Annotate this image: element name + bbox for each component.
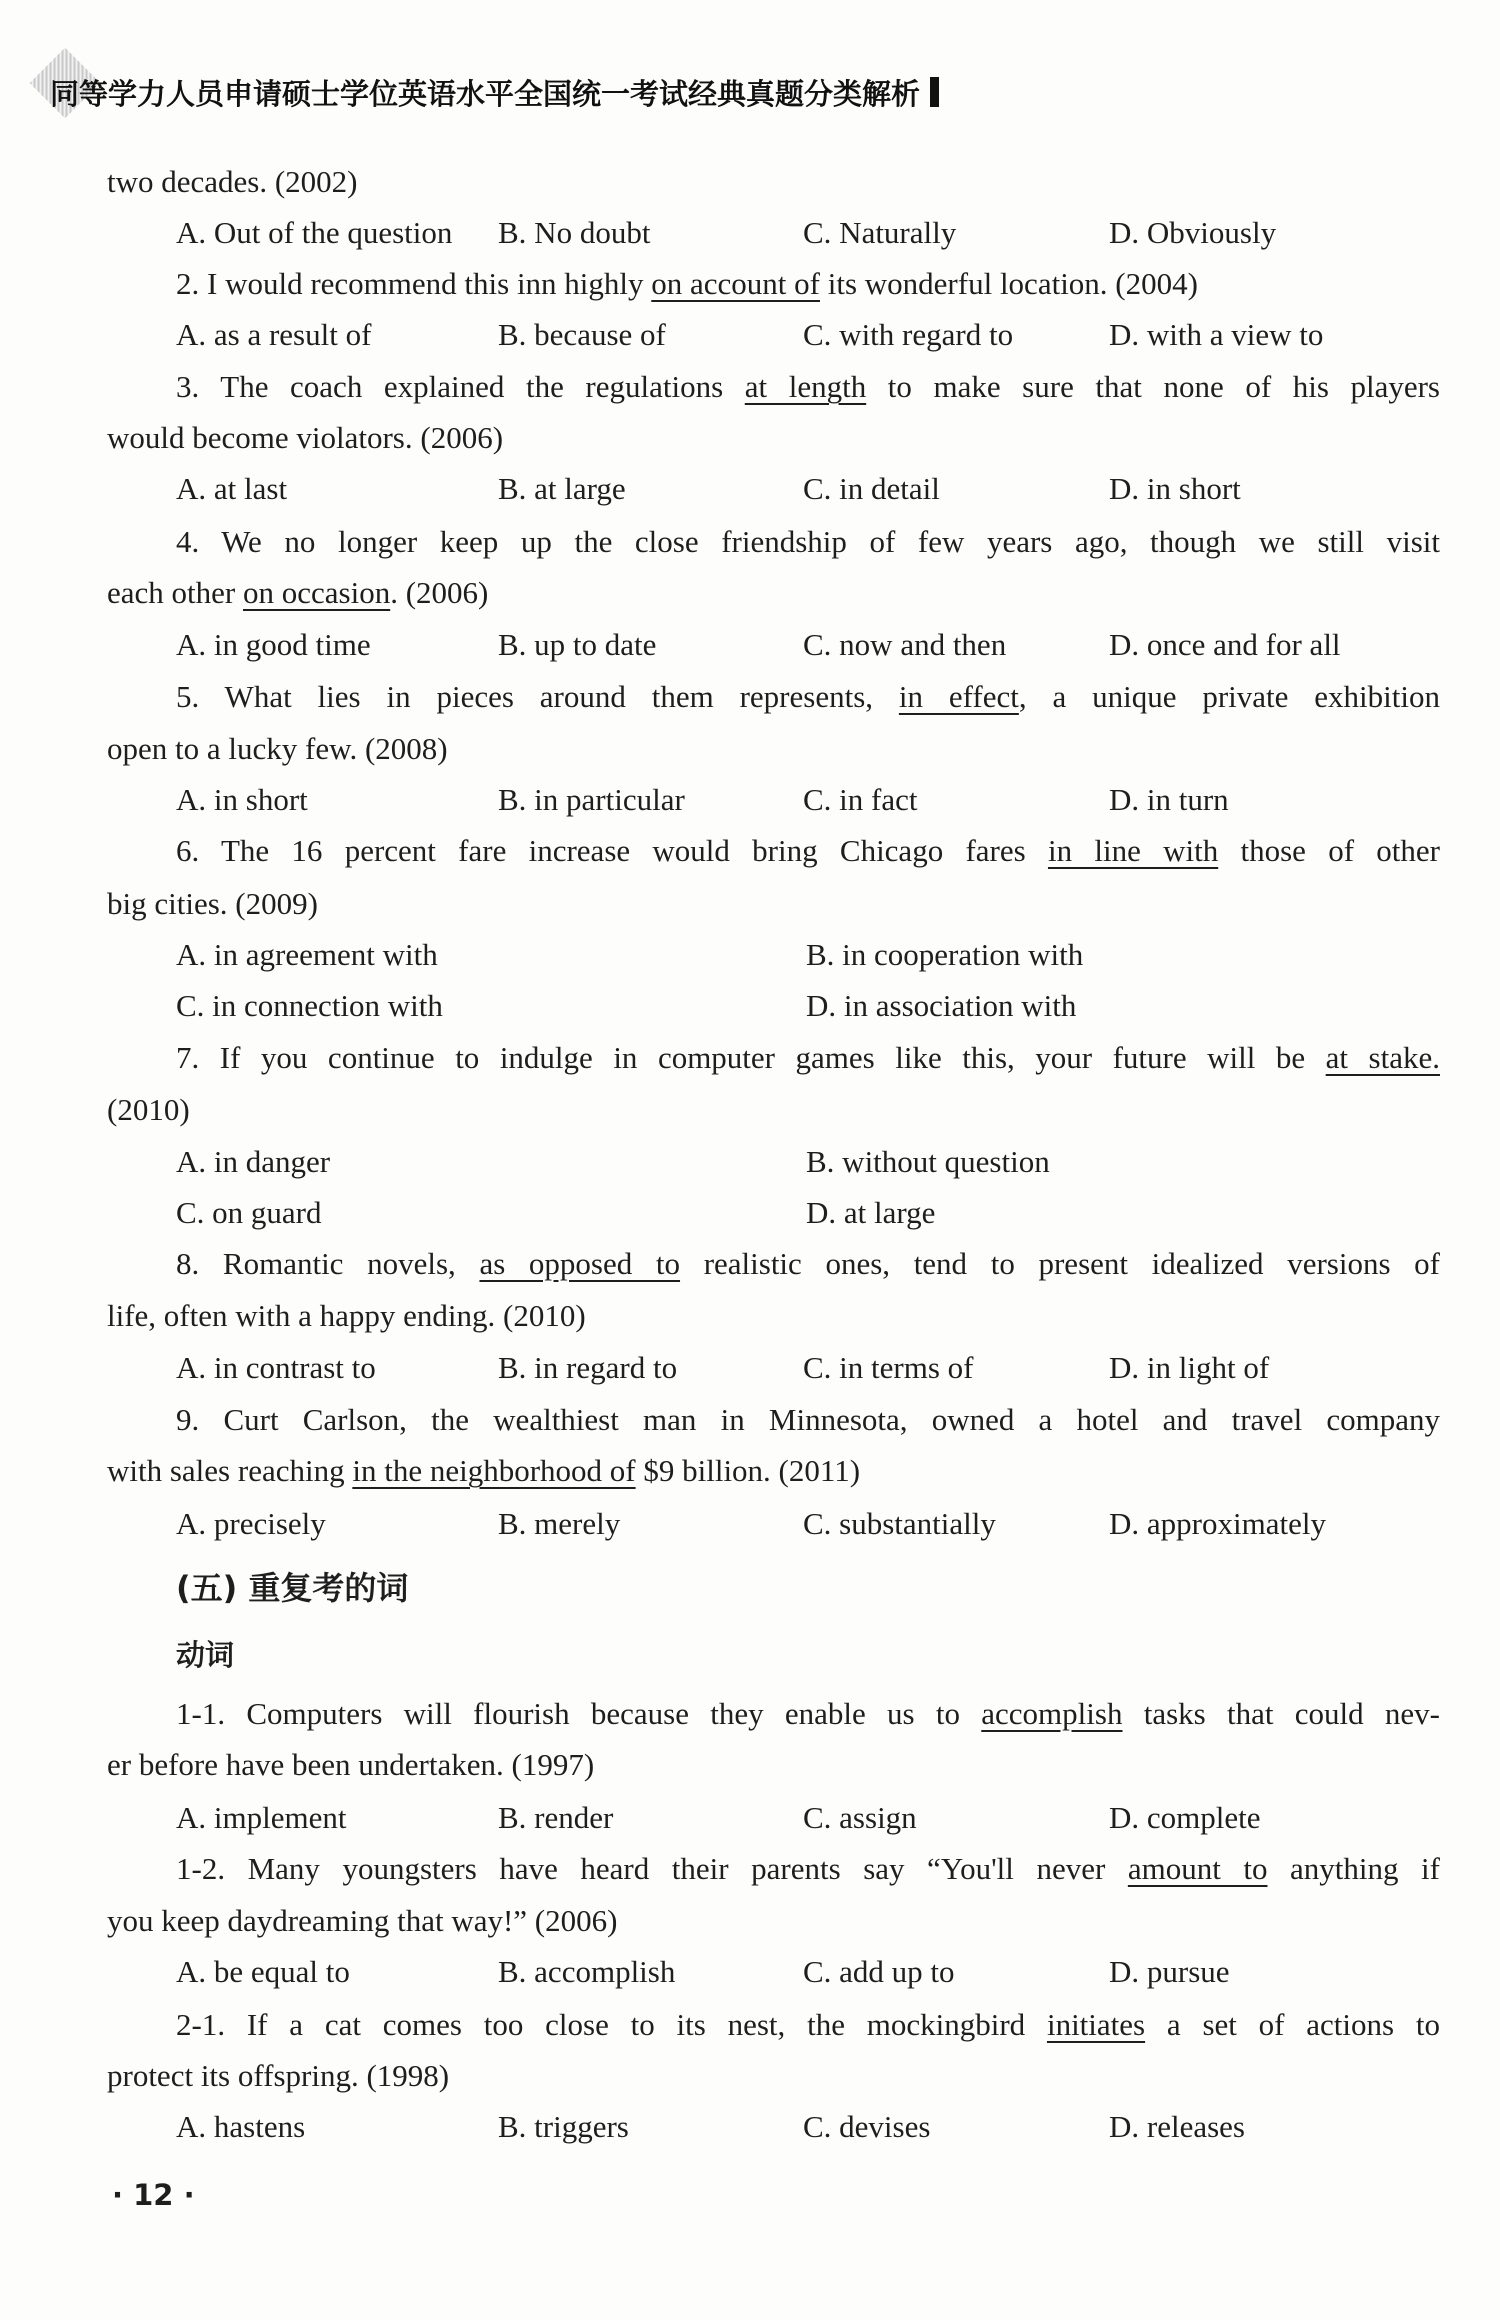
text-segment: big cities. (2009) — [107, 886, 318, 921]
underlined-phrase: at length — [744, 369, 867, 404]
text-segment: tasks that could nev- — [1122, 1696, 1440, 1731]
answer-option: D. in light of — [1109, 1350, 1270, 1385]
answer-option: B. without question — [806, 1144, 1050, 1179]
answer-option: C. on guard — [176, 1195, 322, 1230]
answer-option: D. in association with — [806, 988, 1077, 1023]
answer-option: D. pursue — [1109, 1954, 1230, 1989]
text-segment: 4. We no longer keep up the close friendship of few years ago, though we still visit — [176, 524, 1440, 559]
text-segment: (2010) — [107, 1092, 190, 1127]
answer-option: A. as a result of — [176, 317, 372, 352]
text-segment: 7. If you continue to indulge in computer games like this, your future will be — [176, 1040, 1326, 1075]
text-segment: its wonderful location. (2004) — [820, 266, 1198, 301]
answer-option: A. be equal to — [176, 1954, 350, 1989]
answer-options-row — [0, 2107, 1500, 2147]
question-stem-line — [176, 1849, 1440, 1889]
answer-option: B. triggers — [498, 2109, 629, 2144]
answer-option: B. accomplish — [498, 1954, 676, 1989]
text-line — [107, 1090, 190, 1130]
text-line — [107, 884, 318, 924]
text-line — [107, 1451, 860, 1491]
answer-option: D. in turn — [1109, 782, 1229, 817]
text-segment: 1-2. Many youngsters have heard their parents say “You'll never — [176, 1851, 1128, 1886]
text-line — [107, 1296, 586, 1336]
text-segment: to make sure that none of his players — [866, 369, 1440, 404]
answer-option: C. in terms of — [803, 1350, 974, 1385]
answer-option: A. at last — [176, 471, 288, 506]
text-segment: life, often with a happy ending. (2010) — [107, 1298, 586, 1333]
question-stem-line — [176, 2005, 1440, 2045]
answer-option: B. render — [498, 1800, 614, 1835]
underlined-phrase: on occasion — [242, 575, 391, 610]
text-segment: . (2006) — [390, 575, 489, 610]
question-stem-line — [176, 1400, 1440, 1440]
answer-option: C. assign — [803, 1800, 917, 1835]
answer-options-row — [0, 469, 1500, 509]
answer-options-row — [0, 315, 1500, 355]
answer-options-row — [0, 1142, 1500, 1182]
text-segment: 2-1. If a cat comes too close to its nest, the mockingbird — [176, 2007, 1047, 2042]
answer-option: A. precisely — [176, 1506, 326, 1541]
answer-option: B. merely — [498, 1506, 621, 1541]
answer-option: C. add up to — [803, 1954, 955, 1989]
question-stem-line — [176, 1038, 1440, 1078]
answer-option: C. now and then — [803, 627, 1007, 662]
answer-option: A. in short — [176, 782, 308, 817]
answer-option: B. No doubt — [498, 215, 651, 250]
question-stem-line — [176, 831, 1440, 871]
answer-option: A. in danger — [176, 1144, 331, 1179]
text-segment: two decades. (2002) — [107, 164, 358, 199]
underlined-phrase: in line with — [1047, 833, 1219, 868]
answer-options-row — [0, 1504, 1500, 1544]
underlined-phrase: in the neighborhood of — [352, 1453, 636, 1488]
answer-option: B. in particular — [498, 782, 685, 817]
text-segment: 3. The coach explained the regulations — [176, 369, 745, 404]
text-segment: er before have been undertaken. (1997) — [107, 1747, 595, 1782]
text-segment: protect its offspring. (1998) — [107, 2058, 450, 2093]
page-number: · 12 · — [112, 2178, 195, 2212]
text-segment: $9 billion. (2011) — [635, 1453, 861, 1488]
answer-options-row — [0, 1952, 1500, 1992]
text-segment: with sales reaching — [107, 1453, 353, 1488]
answer-option: D. once and for all — [1109, 627, 1341, 662]
answer-option: D. at large — [806, 1195, 936, 1230]
question-stem-line — [176, 1694, 1440, 1734]
section-heading: (五) 重复考的词 — [176, 1569, 409, 1607]
answer-option: C. substantially — [803, 1506, 996, 1541]
answer-option: D. with a view to — [1109, 317, 1324, 352]
header-bar-mark — [930, 77, 939, 107]
text-segment: open to a lucky few. (2008) — [107, 731, 448, 766]
answer-option: A. in agreement with — [176, 937, 438, 972]
subsection-heading: 动词 — [176, 1638, 235, 1672]
text-line — [107, 1745, 594, 1785]
underlined-phrase: in effect — [898, 679, 1019, 714]
answer-options-row — [0, 625, 1500, 665]
answer-option: B. at large — [498, 471, 626, 506]
text-line — [107, 573, 488, 613]
text-line — [107, 162, 358, 202]
running-header-title: 同等学力人员申请硕士学位英语水平全国统一考试经典真题分类解析 — [50, 76, 921, 111]
answer-options-row — [0, 1193, 1500, 1233]
answer-option: D. in short — [1109, 471, 1241, 506]
answer-option: B. up to date — [498, 627, 657, 662]
underlined-phrase: on account of — [651, 266, 820, 301]
text-segment: 1-1. Computers will flourish because they enable us to — [176, 1696, 982, 1731]
answer-options-row — [0, 986, 1500, 1026]
text-line — [107, 2056, 449, 2096]
text-segment: you keep daydreaming that way!” (2006) — [107, 1903, 618, 1938]
answer-option: C. in detail — [803, 471, 940, 506]
answer-options-row — [0, 1348, 1500, 1388]
text-segment: those of other — [1218, 833, 1440, 868]
answer-option: D. complete — [1109, 1800, 1261, 1835]
question-stem-line — [176, 677, 1440, 717]
question-stem-line — [176, 522, 1440, 562]
text-segment: anything if — [1267, 1851, 1440, 1886]
answer-option: C. in connection with — [176, 988, 443, 1023]
underlined-phrase: initiates — [1046, 2007, 1146, 2042]
text-segment: 9. Curt Carlson, the wealthiest man in Minnesota, owned a hotel and travel company — [176, 1402, 1440, 1437]
text-segment: 6. The 16 percent fare increase would bring Chicago fares — [176, 833, 1048, 868]
text-segment: a set of actions to — [1145, 2007, 1440, 2042]
answer-options-row — [0, 1798, 1500, 1838]
answer-options-row — [0, 213, 1500, 253]
answer-option: A. implement — [176, 1800, 347, 1835]
question-stem-line — [176, 367, 1440, 407]
answer-option: D. approximately — [1109, 1506, 1326, 1541]
running-header — [50, 70, 939, 114]
answer-option: C. Naturally — [803, 215, 957, 250]
text-segment: , a unique private exhibition — [1018, 679, 1440, 714]
answer-options-row — [0, 780, 1500, 820]
answer-options-row — [0, 935, 1500, 975]
answer-option: B. because of — [498, 317, 666, 352]
text-segment: 5. What lies in pieces around them represents, — [176, 679, 899, 714]
answer-option: A. in contrast to — [176, 1350, 376, 1385]
text-segment: would become violators. (2006) — [107, 420, 504, 455]
text-segment: 8. Romantic novels, — [176, 1246, 480, 1281]
text-line — [107, 1901, 617, 1941]
underlined-phrase: as opposed to — [479, 1246, 681, 1281]
answer-option: C. devises — [803, 2109, 931, 2144]
answer-option: A. hastens — [176, 2109, 306, 2144]
answer-option: A. Out of the question — [176, 215, 453, 250]
answer-option: C. with regard to — [803, 317, 1014, 352]
question-stem-line — [176, 264, 1198, 304]
answer-option: A. in good time — [176, 627, 371, 662]
underlined-phrase: amount to — [1127, 1851, 1268, 1886]
question-stem-line — [176, 1244, 1440, 1284]
text-line — [107, 418, 503, 458]
text-segment: realistic ones, tend to present idealized versions of — [680, 1246, 1440, 1281]
text-segment: each other — [107, 575, 243, 610]
answer-option: B. in cooperation with — [806, 937, 1084, 972]
underlined-phrase: at stake. — [1325, 1040, 1440, 1075]
text-line — [107, 729, 448, 769]
underlined-phrase: accomplish — [981, 1696, 1123, 1731]
answer-option: C. in fact — [803, 782, 918, 817]
answer-option: B. in regard to — [498, 1350, 678, 1385]
text-segment: 2. I would recommend this inn highly — [176, 266, 652, 301]
answer-option: D. releases — [1109, 2109, 1245, 2144]
answer-option: D. Obviously — [1109, 215, 1277, 250]
